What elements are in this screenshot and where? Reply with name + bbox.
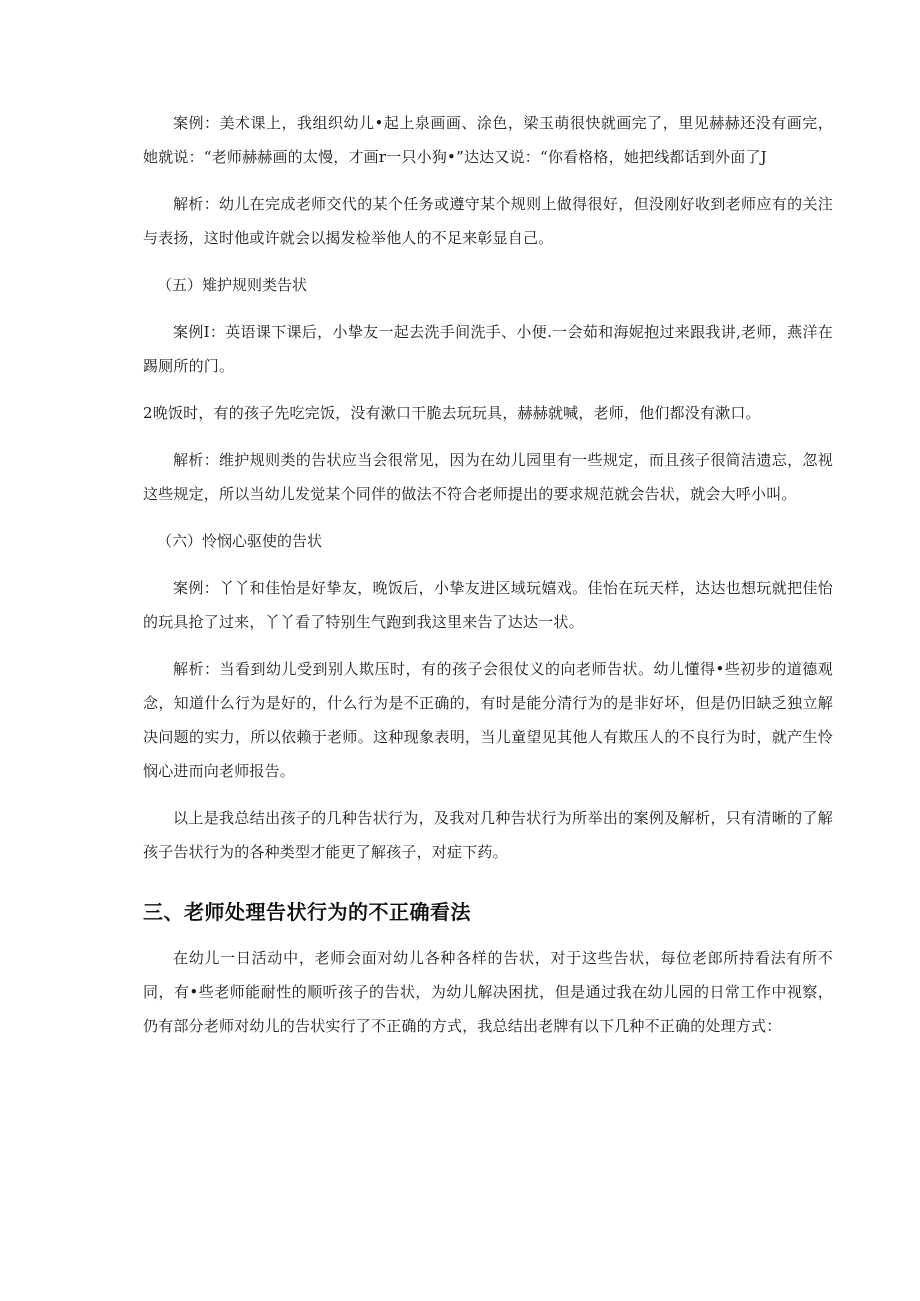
analysis-paragraph: 解析：维护规则类的告状应当会很常见，因为在幼儿园里有一些规定，而且孩子很简洁遗忘，忽视这些规定，所以当幼儿发觉某个同伴的做法不符合老师提出的要求规范就会告状，就会大呼小叫。 bbox=[143, 451, 833, 503]
summary-paragraph: 以上是我总结出孩子的几种告状行为，及我对几种告状行为所举出的案例及解析，只有清晰的了解孩子告状行为的各种类型才能更了解孩子，对症下药。 bbox=[143, 809, 833, 861]
case-art-class-paragraph: 案例：美术课上，我组织幼儿•起上泉画画、涂色，梁玉萌很快就画完了，里见赫赫还没有画完，她就说：“老师赫赫画的太慢，才画r一只小狗•”达达又说：“你看格格，她把线都话到外面了J bbox=[143, 114, 833, 166]
section-heading: 三、老师处理告状行为的不正确看法 bbox=[143, 900, 471, 924]
analysis-paragraph: 解析：当看到幼儿受到别人欺压时，有的孩子会很仗义的向老师告状。幼儿懂得•些初步的道德观念，知道什么行为是好的，什么行为是不正确的，有时是能分清行为的是非好坏，但是仍旧缺乏独立解决问题的实力，所以依赖于老师。这种现象表明，当儿童望见其他人有欺压人的不良行为时，就产生怜悯心进而向老师报告。 bbox=[143, 660, 833, 780]
case-english-class-paragraph: 案例I：英语课下课后，小挚友一起去洗手间洗手、小便.一会茹和海妮抱过来跟我讲,老师，燕洋在踢厕所的门。 bbox=[143, 323, 833, 375]
case-dinner-paragraph: 2晚饭时，有的孩子先吃完饭，没有漱口干脆去玩玩具，赫赫就喊，老师，他们都没有漱口。 bbox=[143, 404, 761, 422]
subsection-heading: （五）雉护规则类告状 bbox=[157, 276, 308, 294]
section-intro-paragraph: 在幼儿一日活动中，老师会面对幼儿各种各样的告状，对于这些告状，每位老郎所持看法有所不同，有•些老师能耐性的顺听孩子的告状，为幼儿解决困扰，但是通过我在幼儿园的日常工作中视察，仍有部分老师对幼儿的告状实行了不正确的方式，我总结出老牌有以下几种不正确的处理方式： bbox=[143, 949, 833, 1035]
subsection-heading: （六）怜悯心驱使的告状 bbox=[157, 532, 323, 550]
analysis-paragraph: 解析：幼儿在完成老师交代的某个任务或遵守某个规则上做得很好，但没刚好收到老师应有的关注与表扬，这时他或许就会以揭发检举他人的不足来彰显自己。 bbox=[143, 195, 833, 247]
document-body bbox=[143, 106, 833, 1056]
case-toy-paragraph: 案例：丫丫和佳怡是好挚友，晚饭后，小挚友进区域玩嬉戏。佳怡在玩天样，达达也想玩就把佳怡的玩具抢了过来，丫丫看了特别生气跑到我这里来告了达达一状。 bbox=[143, 579, 833, 631]
